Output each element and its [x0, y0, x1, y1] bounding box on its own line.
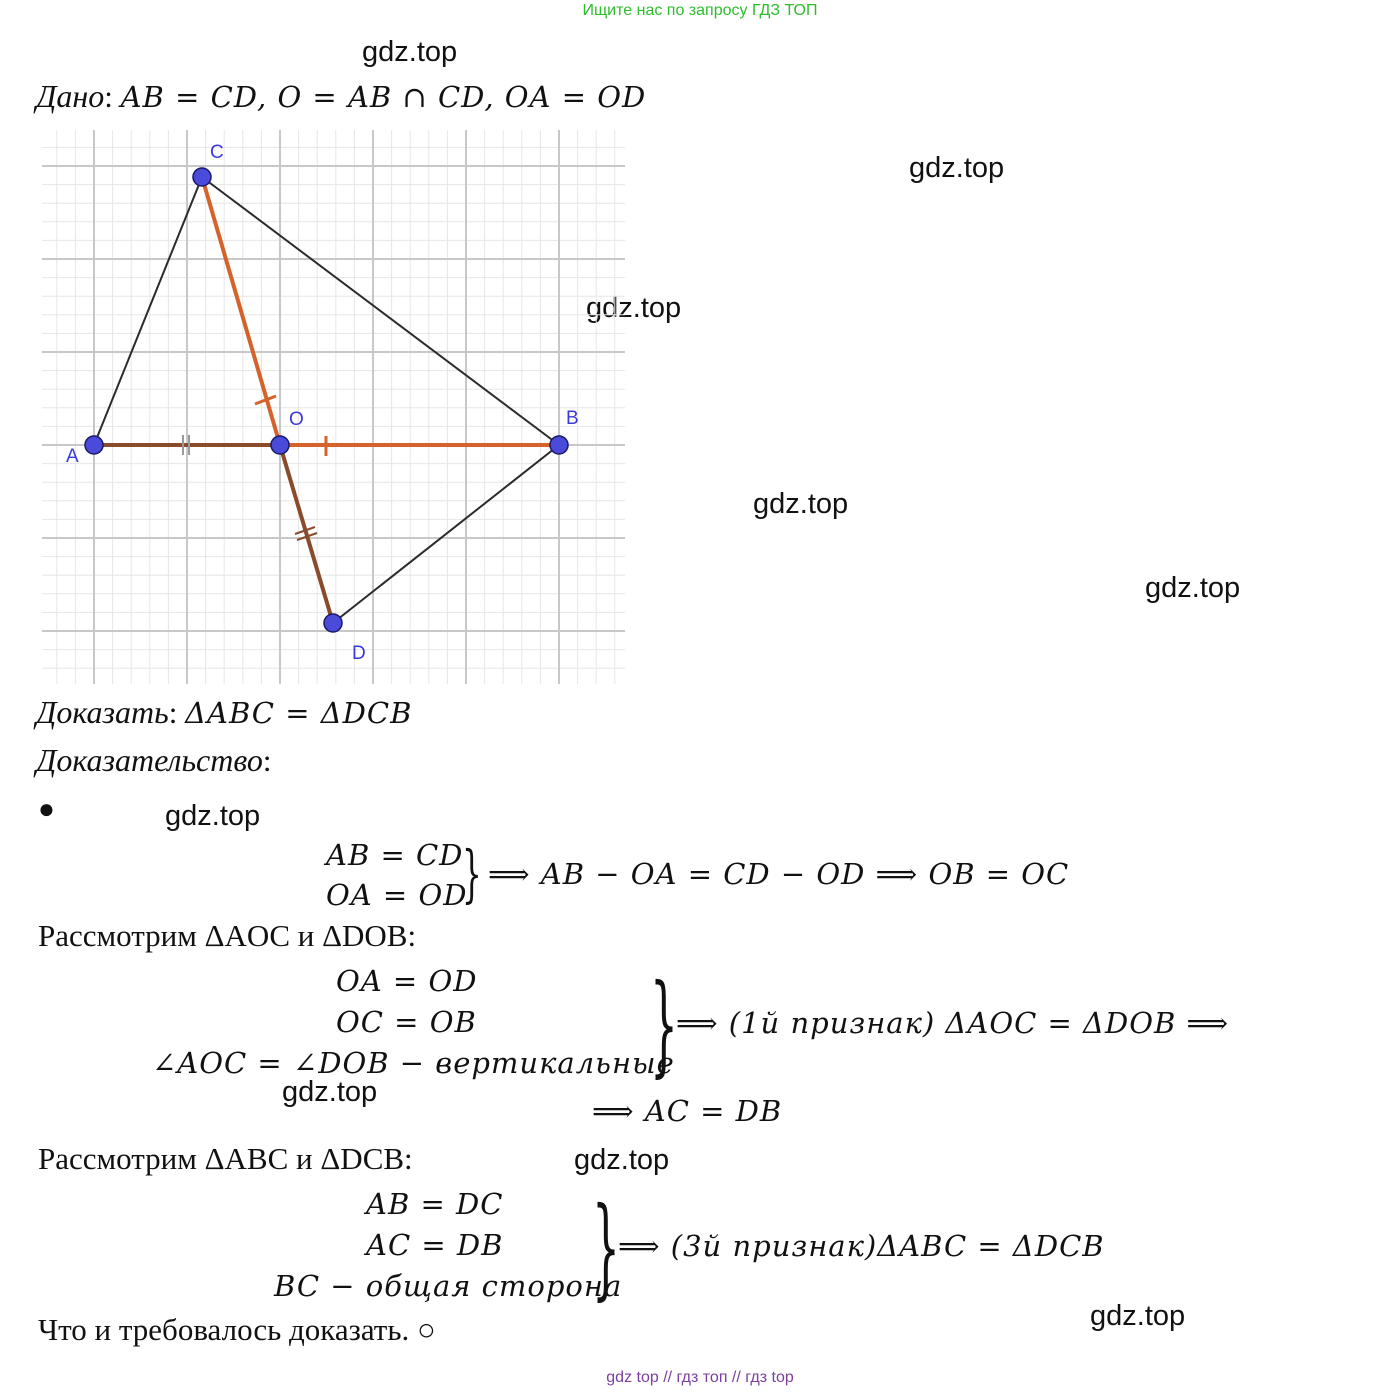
watermark: gdz.top [753, 488, 849, 520]
step2-line1: OA = OD [336, 964, 478, 998]
watermark: gdz.top [362, 36, 458, 68]
point-A [85, 436, 103, 454]
step2-result: ⟹ (1й признак) ΔAOC = ΔDOB ⟹ [676, 1006, 1230, 1040]
watermark: gdz.top [586, 292, 682, 324]
grid [42, 130, 625, 684]
step2-line3: ∠AOC = ∠DOB − вертикальные [152, 1046, 675, 1080]
step1-line2: OA = OD [326, 878, 468, 912]
brace-icon: } [462, 837, 482, 910]
segment-BD [333, 445, 559, 623]
point-O [271, 436, 289, 454]
conclusion: Что и требовалось доказать. ○ [38, 1312, 436, 1347]
point-D [324, 614, 342, 632]
points [85, 168, 568, 632]
point-label-C: C [210, 142, 224, 163]
given-label: Дано [36, 78, 105, 114]
segment-AC [94, 177, 202, 445]
step1-result: ⟹ AB − OA = CD − OD ⟹ OB = OC [488, 857, 1070, 891]
proof-label: Доказательство [36, 742, 263, 778]
given-expr: AB = CD, O = AB ∩ CD, OA = OD [120, 80, 647, 114]
step3-line2: AC = DB [366, 1228, 504, 1262]
watermark: gdz.top [1090, 1300, 1186, 1332]
prove-line: Доказать: ΔABC = ΔDCB [36, 694, 413, 730]
brace-icon: } [650, 960, 678, 1088]
step3-line3: BC − общая сторона [274, 1269, 623, 1303]
step3-result: ⟹ (3й признак)ΔABC = ΔDCB [618, 1229, 1105, 1263]
point-label-A: A [66, 446, 79, 467]
point-label-B: B [566, 408, 579, 429]
point-label-O: O [289, 409, 304, 430]
segment-CO [202, 177, 280, 445]
segment-OD [280, 445, 333, 623]
given-line: Дано: AB = CD, O = AB ∩ CD, OA = OD [36, 78, 647, 114]
point-C [193, 168, 211, 186]
step2-consider: Рассмотрим ΔAOC и ΔDOB: [38, 918, 417, 953]
watermark: gdz.top [282, 1076, 378, 1108]
step3-consider: Рассмотрим ΔABC и ΔDCB: [38, 1141, 413, 1176]
step3-line1: AB = DC [366, 1187, 504, 1221]
point-label-D: D [352, 643, 366, 664]
bullet: ● [38, 794, 55, 825]
step2-result2: ⟹ AC = DB [592, 1094, 783, 1128]
prove-label: Доказать [36, 694, 169, 730]
proof-heading: Доказательство: [36, 742, 272, 778]
prove-expr: ΔABC = ΔDCB [185, 696, 413, 730]
brace-icon: } [592, 1183, 620, 1311]
point-B [550, 436, 568, 454]
step2-line2: OC = OB [336, 1005, 477, 1039]
watermark: gdz.top [909, 152, 1005, 184]
watermark: gdz.top [1145, 572, 1241, 604]
footer-links[interactable]: gdz top // гдз топ // гдз top [606, 1369, 794, 1386]
watermark: gdz.top [165, 800, 261, 832]
watermark: gdz.top [574, 1144, 670, 1176]
top-banner: Ищите нас по запросу ГДЗ ТОП [582, 2, 818, 19]
step1-line1: AB = CD [326, 838, 464, 872]
